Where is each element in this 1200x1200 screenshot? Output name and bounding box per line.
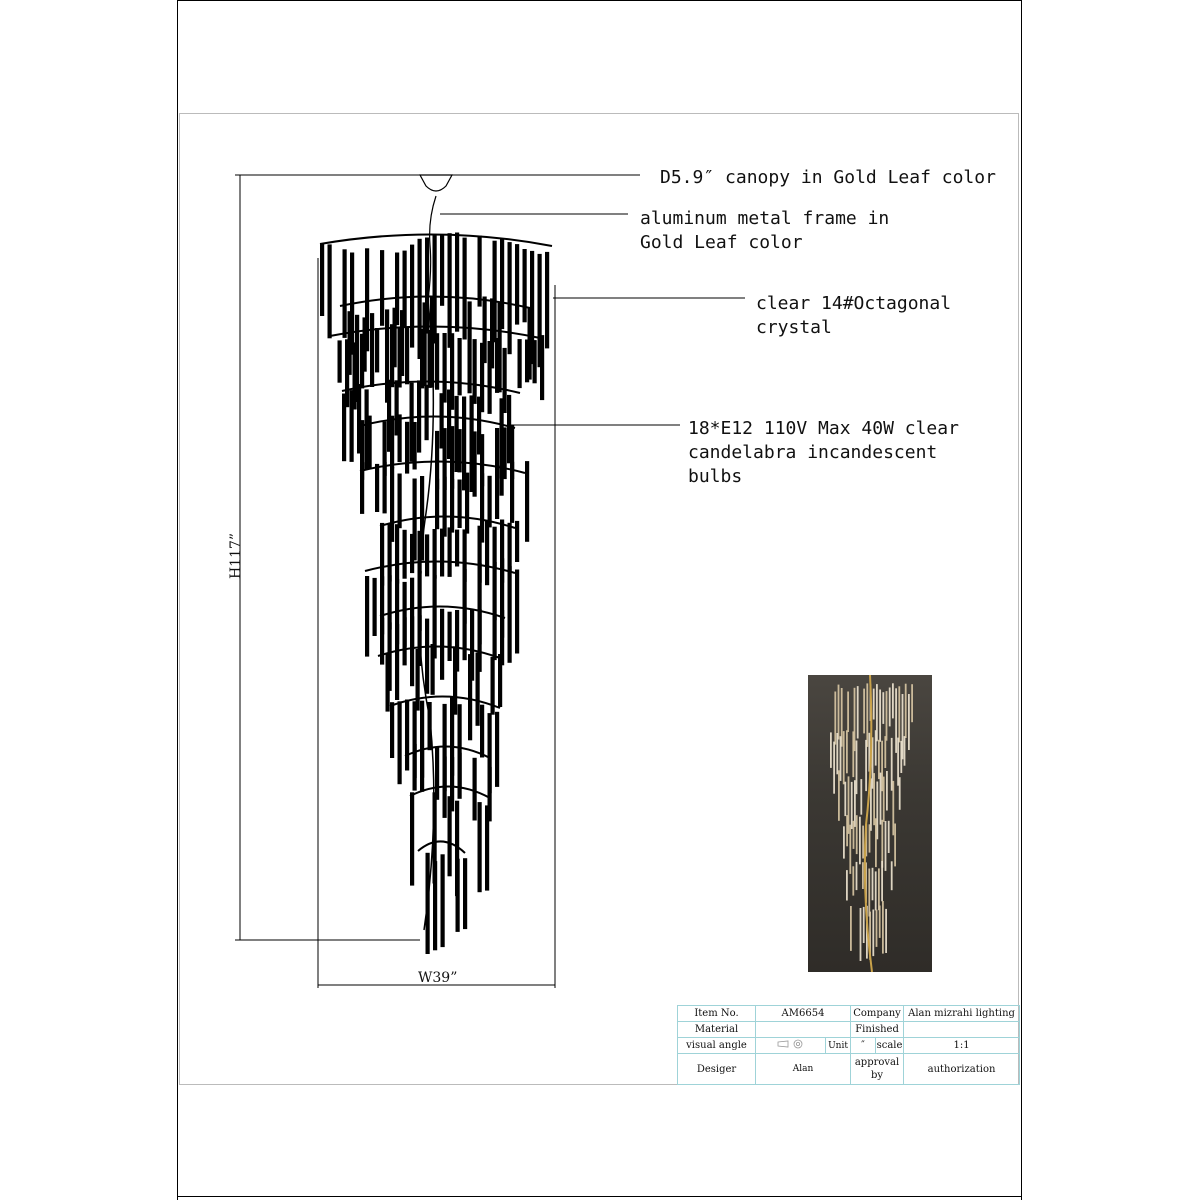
- width-label: W39”: [418, 970, 458, 986]
- unit-label: Unit: [826, 1038, 851, 1054]
- designer-label: Desiger: [678, 1054, 756, 1085]
- bulbs-callout-line2: candelabra incandescent: [688, 442, 938, 463]
- scale-label: scale: [876, 1038, 904, 1054]
- approval-label: approval by: [851, 1054, 904, 1085]
- item-no-value: AM6654: [756, 1006, 851, 1022]
- authorization-label: authorization: [904, 1054, 1020, 1085]
- chandelier-icon: [320, 233, 552, 955]
- visual-angle-label: visual angle: [678, 1038, 756, 1054]
- bulbs-callout-line3: bulbs: [688, 466, 743, 487]
- visual-angle-value: [756, 1038, 826, 1054]
- item-no-label: Item No.: [678, 1006, 756, 1022]
- frame-callout-line1: aluminum metal frame in: [640, 208, 890, 229]
- canopy-callout: D5.9″ canopy in Gold Leaf color: [660, 167, 996, 188]
- projection-symbol-icon: [776, 1039, 806, 1049]
- finished-value: [904, 1022, 1020, 1038]
- scale-value: 1:1: [904, 1038, 1020, 1054]
- photo-crystals: [808, 675, 932, 972]
- frame-callout-line2: Gold Leaf color: [640, 232, 803, 253]
- material-label: Material: [678, 1022, 756, 1038]
- title-block: [677, 1005, 1019, 1085]
- bulbs-callout-line1: 18*E12 110V Max 40W clear: [688, 418, 959, 439]
- height-label: H117”: [228, 532, 244, 580]
- crystal-callout-line1: clear 14#Octagonal: [756, 293, 952, 314]
- company-value: Alan mizrahi lighting: [904, 1006, 1020, 1022]
- chandelier-photo: [808, 675, 932, 972]
- crystal-callout-line2: crystal: [756, 317, 832, 338]
- designer-value: Alan: [756, 1054, 851, 1085]
- material-value: [756, 1022, 851, 1038]
- unit-value: ″: [851, 1038, 876, 1054]
- finished-label: Finished: [851, 1022, 904, 1038]
- company-label: Company: [851, 1006, 904, 1022]
